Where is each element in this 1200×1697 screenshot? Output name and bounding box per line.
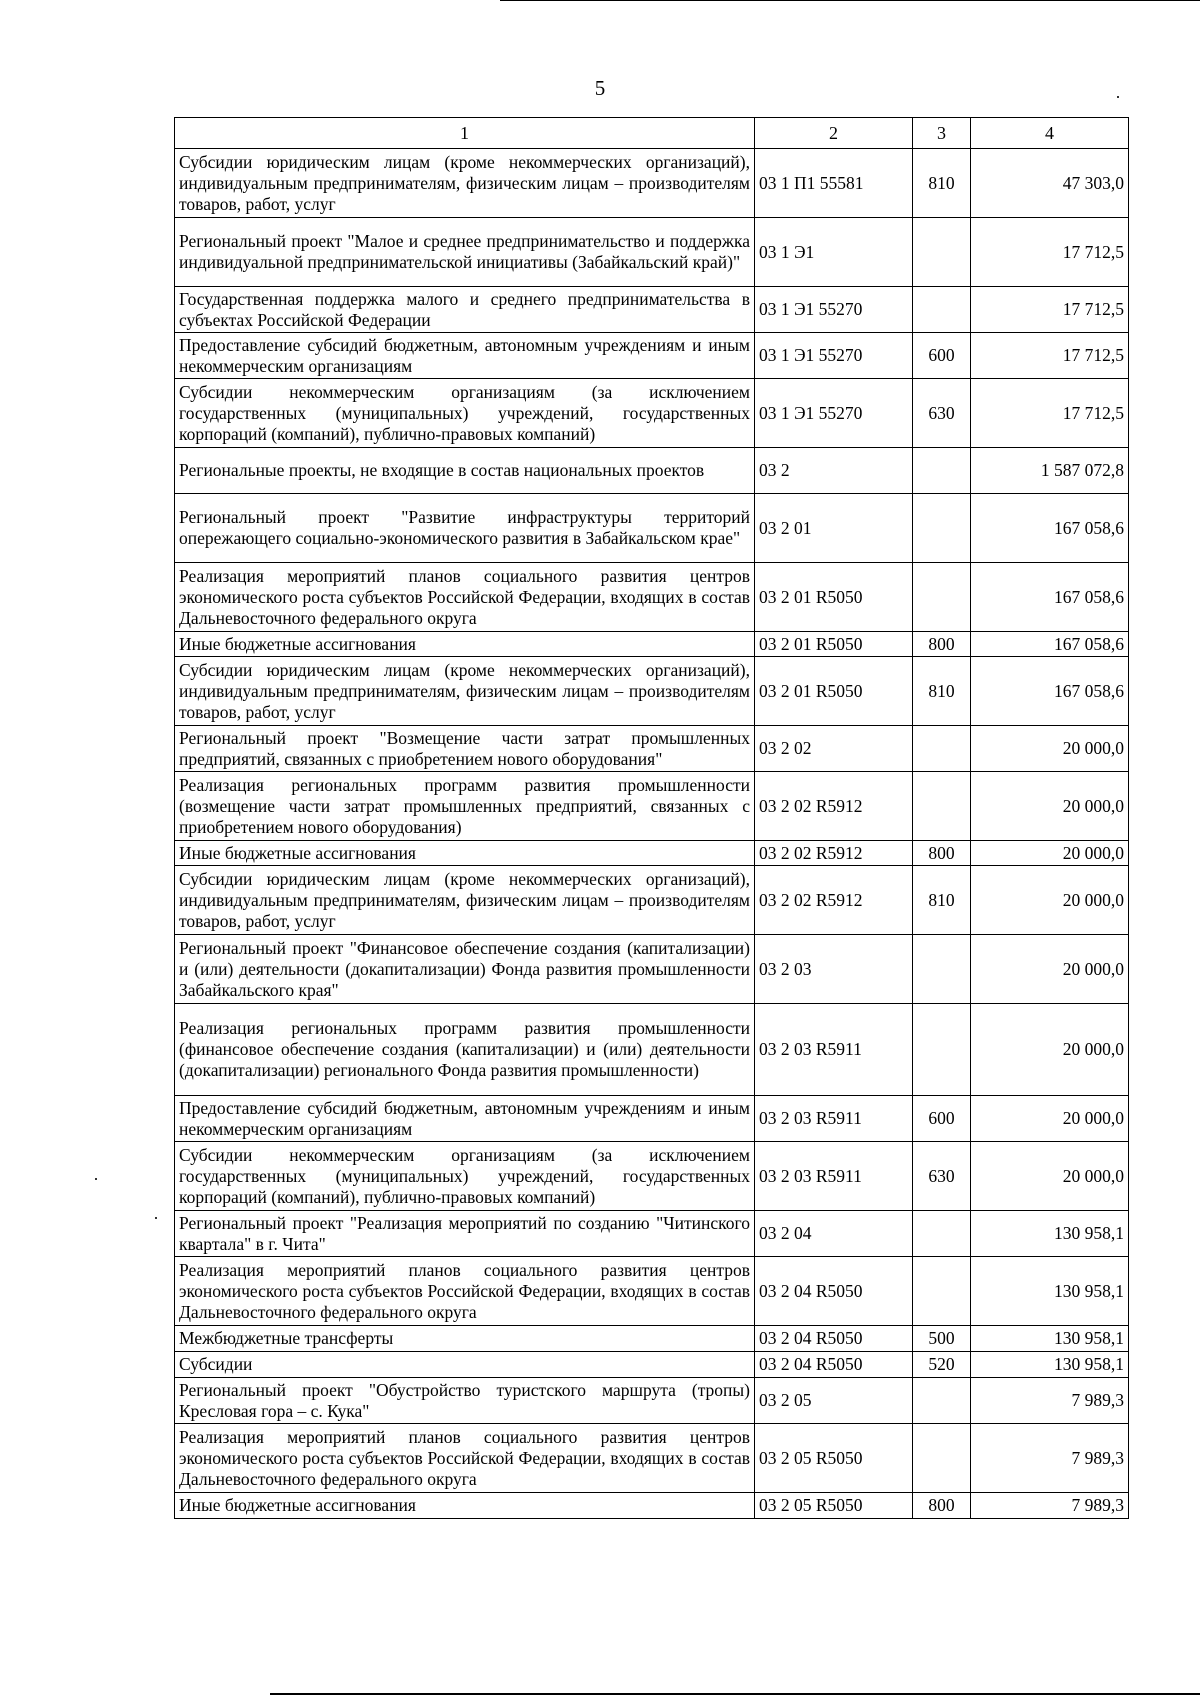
- table-row: [175, 1257, 1129, 1326]
- table-row: [175, 1326, 1129, 1352]
- row-code: 03 2 02 R5912: [755, 772, 913, 841]
- row-amount: 20 000,0: [971, 935, 1129, 1004]
- row-expense-type: [913, 448, 971, 494]
- table-body: [175, 149, 1129, 1519]
- row-description: Реализация региональных программ развития промышленности (финансовое обеспечение создания (капитализации) и (или) деятельности (докапитализации) регионального Фонда развития промышленности): [175, 1004, 755, 1096]
- row-description: Субсидии юридическим лицам (кроме некоммерческих организаций), индивидуальным предпринимателям, физическим лицам – производителям товаров, работ, услуг: [175, 866, 755, 935]
- table-row: [175, 149, 1129, 218]
- budget-table: [174, 117, 1129, 1519]
- row-description: Реализация мероприятий планов социального развития центров экономического роста субъектов Российской Федерации, входящих в состав Дальневосточного федерального округа: [175, 1424, 755, 1493]
- row-description: Региональный проект "Малое и среднее предпринимательство и поддержка индивидуальной предпринимательской инициативы (Забайкальский край)": [175, 218, 755, 287]
- table-row: [175, 866, 1129, 935]
- table-row: [175, 657, 1129, 726]
- row-amount: 130 958,1: [971, 1257, 1129, 1326]
- page-number: 5: [594, 76, 606, 100]
- row-description: Предоставление субсидий бюджетным, автономным учреждениям и иным некоммерческим организациям: [175, 333, 755, 379]
- row-expense-type: [913, 287, 971, 333]
- row-amount: 20 000,0: [971, 726, 1129, 772]
- table-row: [175, 841, 1129, 866]
- column-header: 1: [175, 118, 755, 149]
- row-description: Региональный проект "Реализация мероприятий по созданию "Читинского квартала" в г. Чита": [175, 1211, 755, 1257]
- table-row: [175, 1424, 1129, 1493]
- row-description: Реализация мероприятий планов социального развития центров экономического роста субъектов Российской Федерации, входящих в состав Дальневосточного федерального округа: [175, 1257, 755, 1326]
- row-expense-type: 810: [913, 866, 971, 935]
- table-row: [175, 632, 1129, 657]
- table-row: [175, 1004, 1129, 1096]
- row-amount: 20 000,0: [971, 1096, 1129, 1142]
- column-header: 4: [971, 118, 1129, 149]
- row-amount: 17 712,5: [971, 218, 1129, 287]
- row-description: Региональный проект "Финансовое обеспечение создания (капитализации) и (или) деятельности (докапитализации) Фонда развития промышленности Забайкальского края": [175, 935, 755, 1004]
- row-code: 03 2 05 R5050: [755, 1424, 913, 1493]
- row-expense-type: [913, 1378, 971, 1424]
- row-expense-type: 500: [913, 1326, 971, 1352]
- row-code: 03 2 03 R5911: [755, 1096, 913, 1142]
- table-header-row: [175, 118, 1129, 149]
- table-row: [175, 448, 1129, 494]
- row-amount: 130 958,1: [971, 1211, 1129, 1257]
- row-amount: 167 058,6: [971, 563, 1129, 632]
- row-description: Субсидии юридическим лицам (кроме некоммерческих организаций), индивидуальным предпринимателям, физическим лицам – производителям товаров, работ, услуг: [175, 149, 755, 218]
- table-row: [175, 1096, 1129, 1142]
- table-row: [175, 333, 1129, 379]
- row-expense-type: 800: [913, 1493, 971, 1519]
- row-amount: 167 058,6: [971, 632, 1129, 657]
- row-code: 03 2 05: [755, 1378, 913, 1424]
- table-row: [175, 218, 1129, 287]
- row-description: Государственная поддержка малого и среднего предпринимательства в субъектах Российской Федерации: [175, 287, 755, 333]
- row-expense-type: [913, 1257, 971, 1326]
- table-row: [175, 772, 1129, 841]
- row-amount: 20 000,0: [971, 841, 1129, 866]
- row-code: 03 2 04 R5050: [755, 1352, 913, 1378]
- row-code: 03 1 Э1 55270: [755, 333, 913, 379]
- row-code: 03 2 03 R5911: [755, 1004, 913, 1096]
- row-description: Субсидии юридическим лицам (кроме некоммерческих организаций), индивидуальным предпринимателям, физическим лицам – производителям товаров, работ, услуг: [175, 657, 755, 726]
- row-amount: 17 712,5: [971, 333, 1129, 379]
- row-description: Межбюджетные трансферты: [175, 1326, 755, 1352]
- table-row: [175, 935, 1129, 1004]
- row-amount: 167 058,6: [971, 657, 1129, 726]
- row-code: 03 2 02 R5912: [755, 841, 913, 866]
- row-amount: 17 712,5: [971, 287, 1129, 333]
- row-description: Иные бюджетные ассигнования: [175, 841, 755, 866]
- row-expense-type: [913, 1211, 971, 1257]
- row-code: 03 2 03: [755, 935, 913, 1004]
- row-amount: 20 000,0: [971, 1004, 1129, 1096]
- row-code: 03 2: [755, 448, 913, 494]
- row-expense-type: 810: [913, 657, 971, 726]
- table-row: [175, 726, 1129, 772]
- table-row: [175, 287, 1129, 333]
- row-description: Региональные проекты, не входящие в состав национальных проектов: [175, 448, 755, 494]
- row-amount: 7 989,3: [971, 1493, 1129, 1519]
- row-amount: 20 000,0: [971, 866, 1129, 935]
- row-amount: 7 989,3: [971, 1424, 1129, 1493]
- row-code: 03 1 Э1 55270: [755, 287, 913, 333]
- table-row: [175, 1493, 1129, 1519]
- row-code: 03 2 01 R5050: [755, 657, 913, 726]
- row-amount: 20 000,0: [971, 772, 1129, 841]
- row-code: 03 2 04 R5050: [755, 1257, 913, 1326]
- row-code: 03 1 Э1: [755, 218, 913, 287]
- row-expense-type: [913, 494, 971, 563]
- row-code: 03 2 04 R5050: [755, 1326, 913, 1352]
- table-row: [175, 1211, 1129, 1257]
- row-description: Субсидии: [175, 1352, 755, 1378]
- row-code: 03 2 01 R5050: [755, 563, 913, 632]
- row-expense-type: [913, 218, 971, 287]
- row-amount: 1 587 072,8: [971, 448, 1129, 494]
- row-expense-type: 600: [913, 1096, 971, 1142]
- row-amount: 17 712,5: [971, 379, 1129, 448]
- row-description: Региональный проект "Обустройство туристского маршрута (тропы) Кресловая гора – с. Кука": [175, 1378, 755, 1424]
- row-code: 03 2 04: [755, 1211, 913, 1257]
- table-row: [175, 1142, 1129, 1211]
- row-code: 03 2 02: [755, 726, 913, 772]
- row-code: 03 2 01: [755, 494, 913, 563]
- row-expense-type: 800: [913, 632, 971, 657]
- row-description: Региональный проект "Развитие инфраструктуры территорий опережающего социально-экономического развития в Забайкальском крае": [175, 494, 755, 563]
- row-expense-type: 520: [913, 1352, 971, 1378]
- row-code: 03 2 05 R5050: [755, 1493, 913, 1519]
- row-description: Иные бюджетные ассигнования: [175, 1493, 755, 1519]
- row-expense-type: 810: [913, 149, 971, 218]
- row-code: 03 2 02 R5912: [755, 866, 913, 935]
- row-expense-type: [913, 935, 971, 1004]
- row-description: Реализация региональных программ развития промышленности (возмещение части затрат промышленных предприятий, связанных с приобретением нового оборудования): [175, 772, 755, 841]
- row-description: Предоставление субсидий бюджетным, автономным учреждениям и иным некоммерческим организациям: [175, 1096, 755, 1142]
- row-expense-type: [913, 726, 971, 772]
- row-code: 03 2 03 R5911: [755, 1142, 913, 1211]
- row-amount: 130 958,1: [971, 1326, 1129, 1352]
- table-row: [175, 494, 1129, 563]
- row-amount: 47 303,0: [971, 149, 1129, 218]
- row-description: Региональный проект "Возмещение части затрат промышленных предприятий, связанных с приобретением нового оборудования": [175, 726, 755, 772]
- row-expense-type: 600: [913, 333, 971, 379]
- row-description: Реализация мероприятий планов социального развития центров экономического роста субъектов Российской Федерации, входящих в состав Дальневосточного федерального округа: [175, 563, 755, 632]
- row-amount: 20 000,0: [971, 1142, 1129, 1211]
- scan-speck: [95, 1178, 97, 1180]
- row-description: Субсидии некоммерческим организациям (за исключением государственных (муниципальных) учреждений, государственных корпораций (компаний), публично-правовых компаний): [175, 379, 755, 448]
- row-code: 03 1 Э1 55270: [755, 379, 913, 448]
- table-row: [175, 379, 1129, 448]
- scan-edge-bottom: [270, 1693, 1200, 1695]
- row-expense-type: 800: [913, 841, 971, 866]
- row-expense-type: 630: [913, 379, 971, 448]
- scan-edge-top: [500, 0, 1200, 1]
- row-description: Иные бюджетные ассигнования: [175, 632, 755, 657]
- row-amount: 7 989,3: [971, 1378, 1129, 1424]
- row-expense-type: [913, 563, 971, 632]
- row-expense-type: [913, 1004, 971, 1096]
- row-code: 03 1 П1 55581: [755, 149, 913, 218]
- row-amount: 167 058,6: [971, 494, 1129, 563]
- row-amount: 130 958,1: [971, 1352, 1129, 1378]
- column-header: 3: [913, 118, 971, 149]
- row-expense-type: [913, 1424, 971, 1493]
- scan-speck: [155, 1217, 157, 1219]
- table-row: [175, 1352, 1129, 1378]
- table-row: [175, 563, 1129, 632]
- row-description: Субсидии некоммерческим организациям (за исключением государственных (муниципальных) учреждений, государственных корпораций (компаний), публично-правовых компаний): [175, 1142, 755, 1211]
- row-code: 03 2 01 R5050: [755, 632, 913, 657]
- column-header: 2: [755, 118, 913, 149]
- row-expense-type: 630: [913, 1142, 971, 1211]
- table-row: [175, 1378, 1129, 1424]
- row-expense-type: [913, 772, 971, 841]
